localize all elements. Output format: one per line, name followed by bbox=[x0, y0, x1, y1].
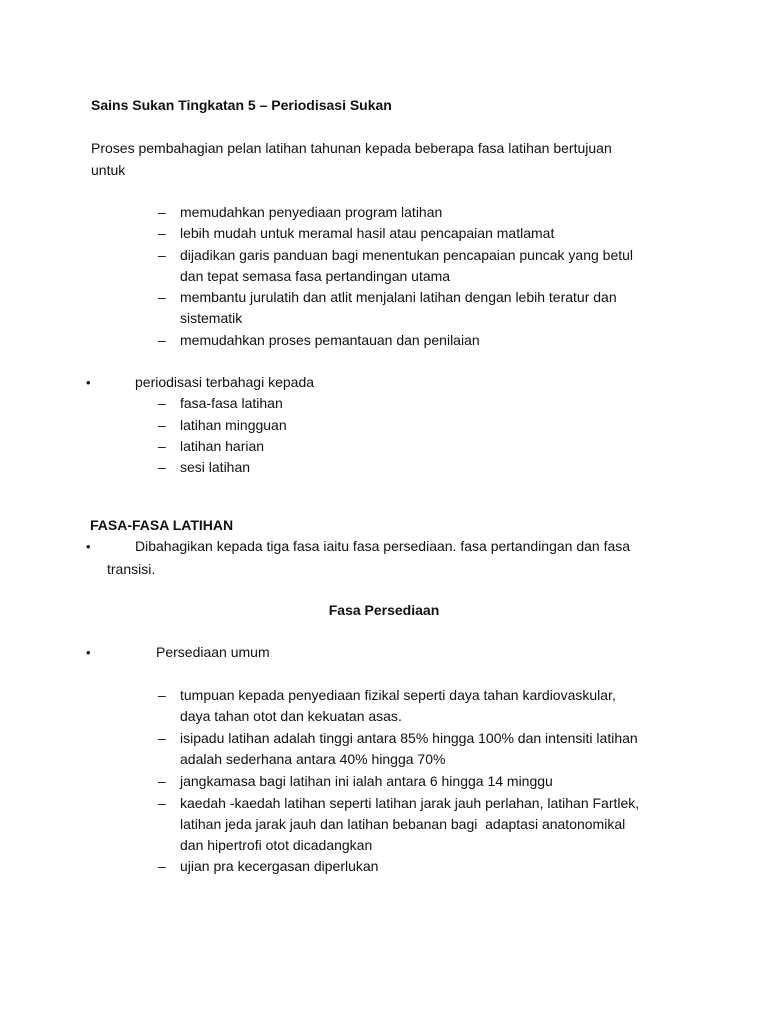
section-text-line-1: Dibahagikan kepada tiga fasa iaitu fasa persediaan. fasa pertandingan dan fasa bbox=[135, 538, 631, 554]
document-title: Sains Sukan Tingkatan 5 – Periodisasi Sukan bbox=[91, 97, 392, 113]
prep-item-2-line-1: isipadu latihan adalah tinggi antara 85% hingga 100% dan intensiti latihan bbox=[180, 730, 638, 746]
section-heading: FASA-FASA LATIHAN bbox=[90, 517, 234, 533]
dash-marker: – bbox=[158, 730, 166, 746]
bullet-marker: • bbox=[86, 375, 91, 390]
intro-line-2: untuk bbox=[91, 162, 126, 178]
purpose-item-5: memudahkan proses pemantauan dan penilaian bbox=[180, 332, 480, 348]
dash-marker: – bbox=[158, 438, 166, 454]
division-item-2: latihan mingguan bbox=[180, 417, 287, 433]
dash-marker: – bbox=[158, 225, 166, 241]
prep-item-3: jangkamasa bagi latihan ini ialah antara 6 hingga 14 minggu bbox=[180, 773, 553, 789]
purpose-item-4-line-2: sistematik bbox=[180, 310, 243, 326]
purpose-item-3-line-1: dijadikan garis panduan bagi menentukan pencapaian puncak yang betul bbox=[180, 247, 634, 263]
dash-marker: – bbox=[158, 459, 166, 475]
subsection-heading: Fasa Persediaan bbox=[328, 602, 440, 618]
general-prep-lead: Persediaan umum bbox=[156, 644, 270, 660]
bullet-marker: • bbox=[86, 539, 91, 554]
dash-marker: – bbox=[158, 773, 166, 789]
prep-item-5: ujian pra kecergasan diperlukan bbox=[180, 858, 379, 874]
prep-item-4-line-2: latihan jeda jarak jauh dan latihan bebanan bagi adaptasi anatonomikal bbox=[180, 816, 626, 832]
dash-marker: – bbox=[158, 687, 166, 703]
dash-marker: – bbox=[158, 332, 166, 348]
division-lead: periodisasi terbahagi kepada bbox=[135, 374, 315, 390]
dash-marker: – bbox=[158, 247, 166, 263]
dash-marker: – bbox=[158, 289, 166, 305]
dash-marker: – bbox=[158, 795, 166, 811]
prep-item-1-line-2: daya tahan otot dan kekuatan asas. bbox=[180, 708, 402, 724]
dash-marker: – bbox=[158, 395, 166, 411]
intro-line-1: Proses pembahagian pelan latihan tahunan kepada beberapa fasa latihan bertujuan bbox=[91, 140, 612, 156]
dash-marker: – bbox=[158, 858, 166, 874]
bullet-marker: • bbox=[86, 645, 91, 660]
division-item-1: fasa-fasa latihan bbox=[180, 395, 283, 411]
prep-item-4-line-1: kaedah -kaedah latihan seperti latihan jarak jauh perlahan, latihan Fartlek, bbox=[180, 795, 640, 811]
division-item-4: sesi latihan bbox=[180, 459, 251, 475]
purpose-item-4-line-1: membantu jurulatih dan atlit menjalani latihan dengan lebih teratur dan bbox=[180, 289, 617, 305]
purpose-item-2: lebih mudah untuk meramal hasil atau pencapaian matlamat bbox=[180, 225, 555, 241]
prep-item-1-line-1: tumpuan kepada penyediaan fizikal seperti daya tahan kardiovaskular, bbox=[180, 687, 616, 703]
purpose-item-3-line-2: dan tepat semasa fasa pertandingan utama bbox=[180, 268, 451, 284]
prep-item-2-line-2: adalah sederhana antara 40% hingga 70% bbox=[180, 751, 446, 767]
section-text-line-2: transisi. bbox=[107, 561, 156, 577]
division-item-3: latihan harian bbox=[180, 438, 265, 454]
prep-item-4-line-3: dan hipertrofi otot dicadangkan bbox=[180, 837, 373, 853]
dash-marker: – bbox=[158, 204, 166, 220]
purpose-item-1: memudahkan penyediaan program latihan bbox=[180, 204, 443, 220]
dash-marker: – bbox=[158, 417, 166, 433]
